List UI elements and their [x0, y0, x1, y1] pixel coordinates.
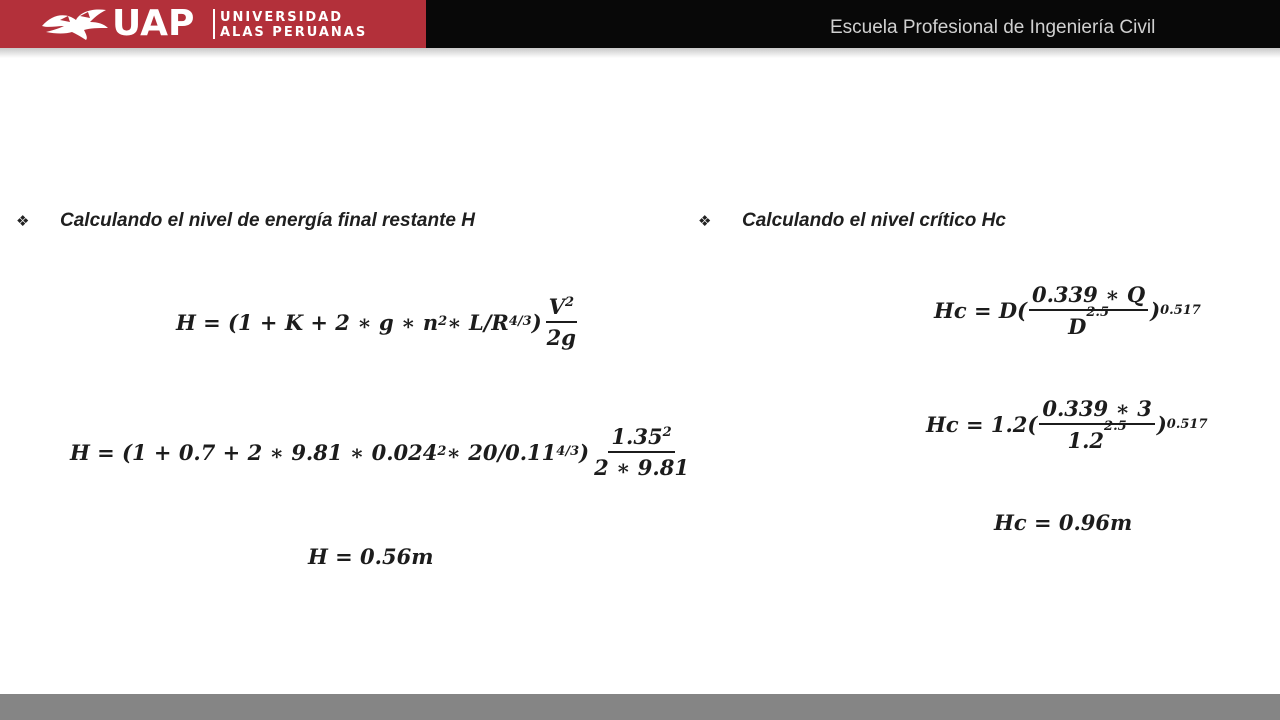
right-heading-row [698, 210, 1006, 232]
critical-substitution: Hc = 1.2( $\frac{0.339 ∗ 3}{1.2^{2.5}}$ ) 0.517 [926, 396, 1208, 453]
fraction-numerator: 0.339 ∗ 3 [1039, 396, 1155, 425]
formula-part: ) [531, 309, 542, 335]
diamond-bullet-icon: ❖ [16, 212, 30, 230]
formula-part: H = (1 + 0.7 + 2 ∗ 9.81 ∗ 0.024 [70, 439, 438, 465]
formula-part: ∗ L/R [447, 309, 509, 335]
university-logo [0, 0, 426, 48]
energy-result [308, 544, 433, 569]
formula-fraction [1039, 396, 1155, 453]
fraction-denominator: 1.2 [1067, 428, 1105, 453]
formula-exponent: 2.5 [1086, 305, 1110, 320]
formula-part: ∗ 20/0.11 [446, 439, 557, 465]
left-heading: Calculando el nivel de energía final restante H [60, 210, 475, 231]
formula-fraction [1029, 282, 1148, 339]
result-value: Hc = 0.96m [994, 510, 1133, 535]
energy-substitution: H = (1 + 0.7 + 2 ∗ 9.81 ∗ 0.024 2 ∗ 20/0.11 4/3 ) $\frac{1.35^2}{2 ∗ 9.81}$ [70, 424, 694, 480]
fraction-denominator: D [1068, 314, 1087, 339]
formula-exponent: 2 [662, 425, 672, 440]
eagle-icon [40, 6, 110, 42]
energy-formula: H = (1 + K + 2 ∗ g ∗ n 2 ∗ L/R 4/3 ) $\frac{V^2}{2g}$ [176, 294, 581, 350]
formula-part: H = (1 + K + 2 ∗ g ∗ n [176, 309, 439, 335]
university-name-line2: ALAS PERUANAS [220, 25, 368, 40]
formula-part: ) [1150, 298, 1161, 323]
critical-result [994, 510, 1132, 535]
header-bar [0, 0, 1280, 48]
brand-divider [213, 9, 215, 39]
formula-exponent: 2 [564, 295, 574, 310]
fraction-denominator: 2 ∗ 9.81 [594, 455, 689, 480]
diamond-bullet-icon: ❖ [698, 212, 712, 230]
fraction-numerator: 0.339 ∗ Q [1029, 282, 1148, 311]
university-name-line1: UNIVERSIDAD [220, 10, 344, 25]
brand-name: UAP [112, 3, 195, 44]
fraction-numerator: 1.35 [611, 424, 663, 449]
fraction-denominator: 2g [546, 325, 576, 350]
critical-formula: Hc = D( $\frac{0.339 ∗ Q}{D^{2.5}}$ ) 0.517 [934, 282, 1201, 339]
footer-bar [0, 694, 1280, 720]
formula-exponent: 2.5 [1104, 419, 1127, 434]
formula-part: Hc = D( [934, 298, 1027, 323]
left-heading-row [16, 210, 475, 232]
formula-part: ) [579, 439, 590, 465]
header-shadow [0, 48, 1280, 58]
formula-fraction [544, 294, 579, 350]
school-name: Escuela Profesional de Ingeniería Civil [830, 17, 1156, 38]
result-value: H = 0.56m [308, 544, 434, 569]
formula-part: ) [1156, 412, 1167, 437]
formula-part: Hc = 1.2( [926, 412, 1038, 437]
right-heading: Calculando el nivel crítico Hc [742, 210, 1006, 231]
fraction-numerator: V [548, 294, 565, 319]
formula-fraction [591, 424, 692, 480]
